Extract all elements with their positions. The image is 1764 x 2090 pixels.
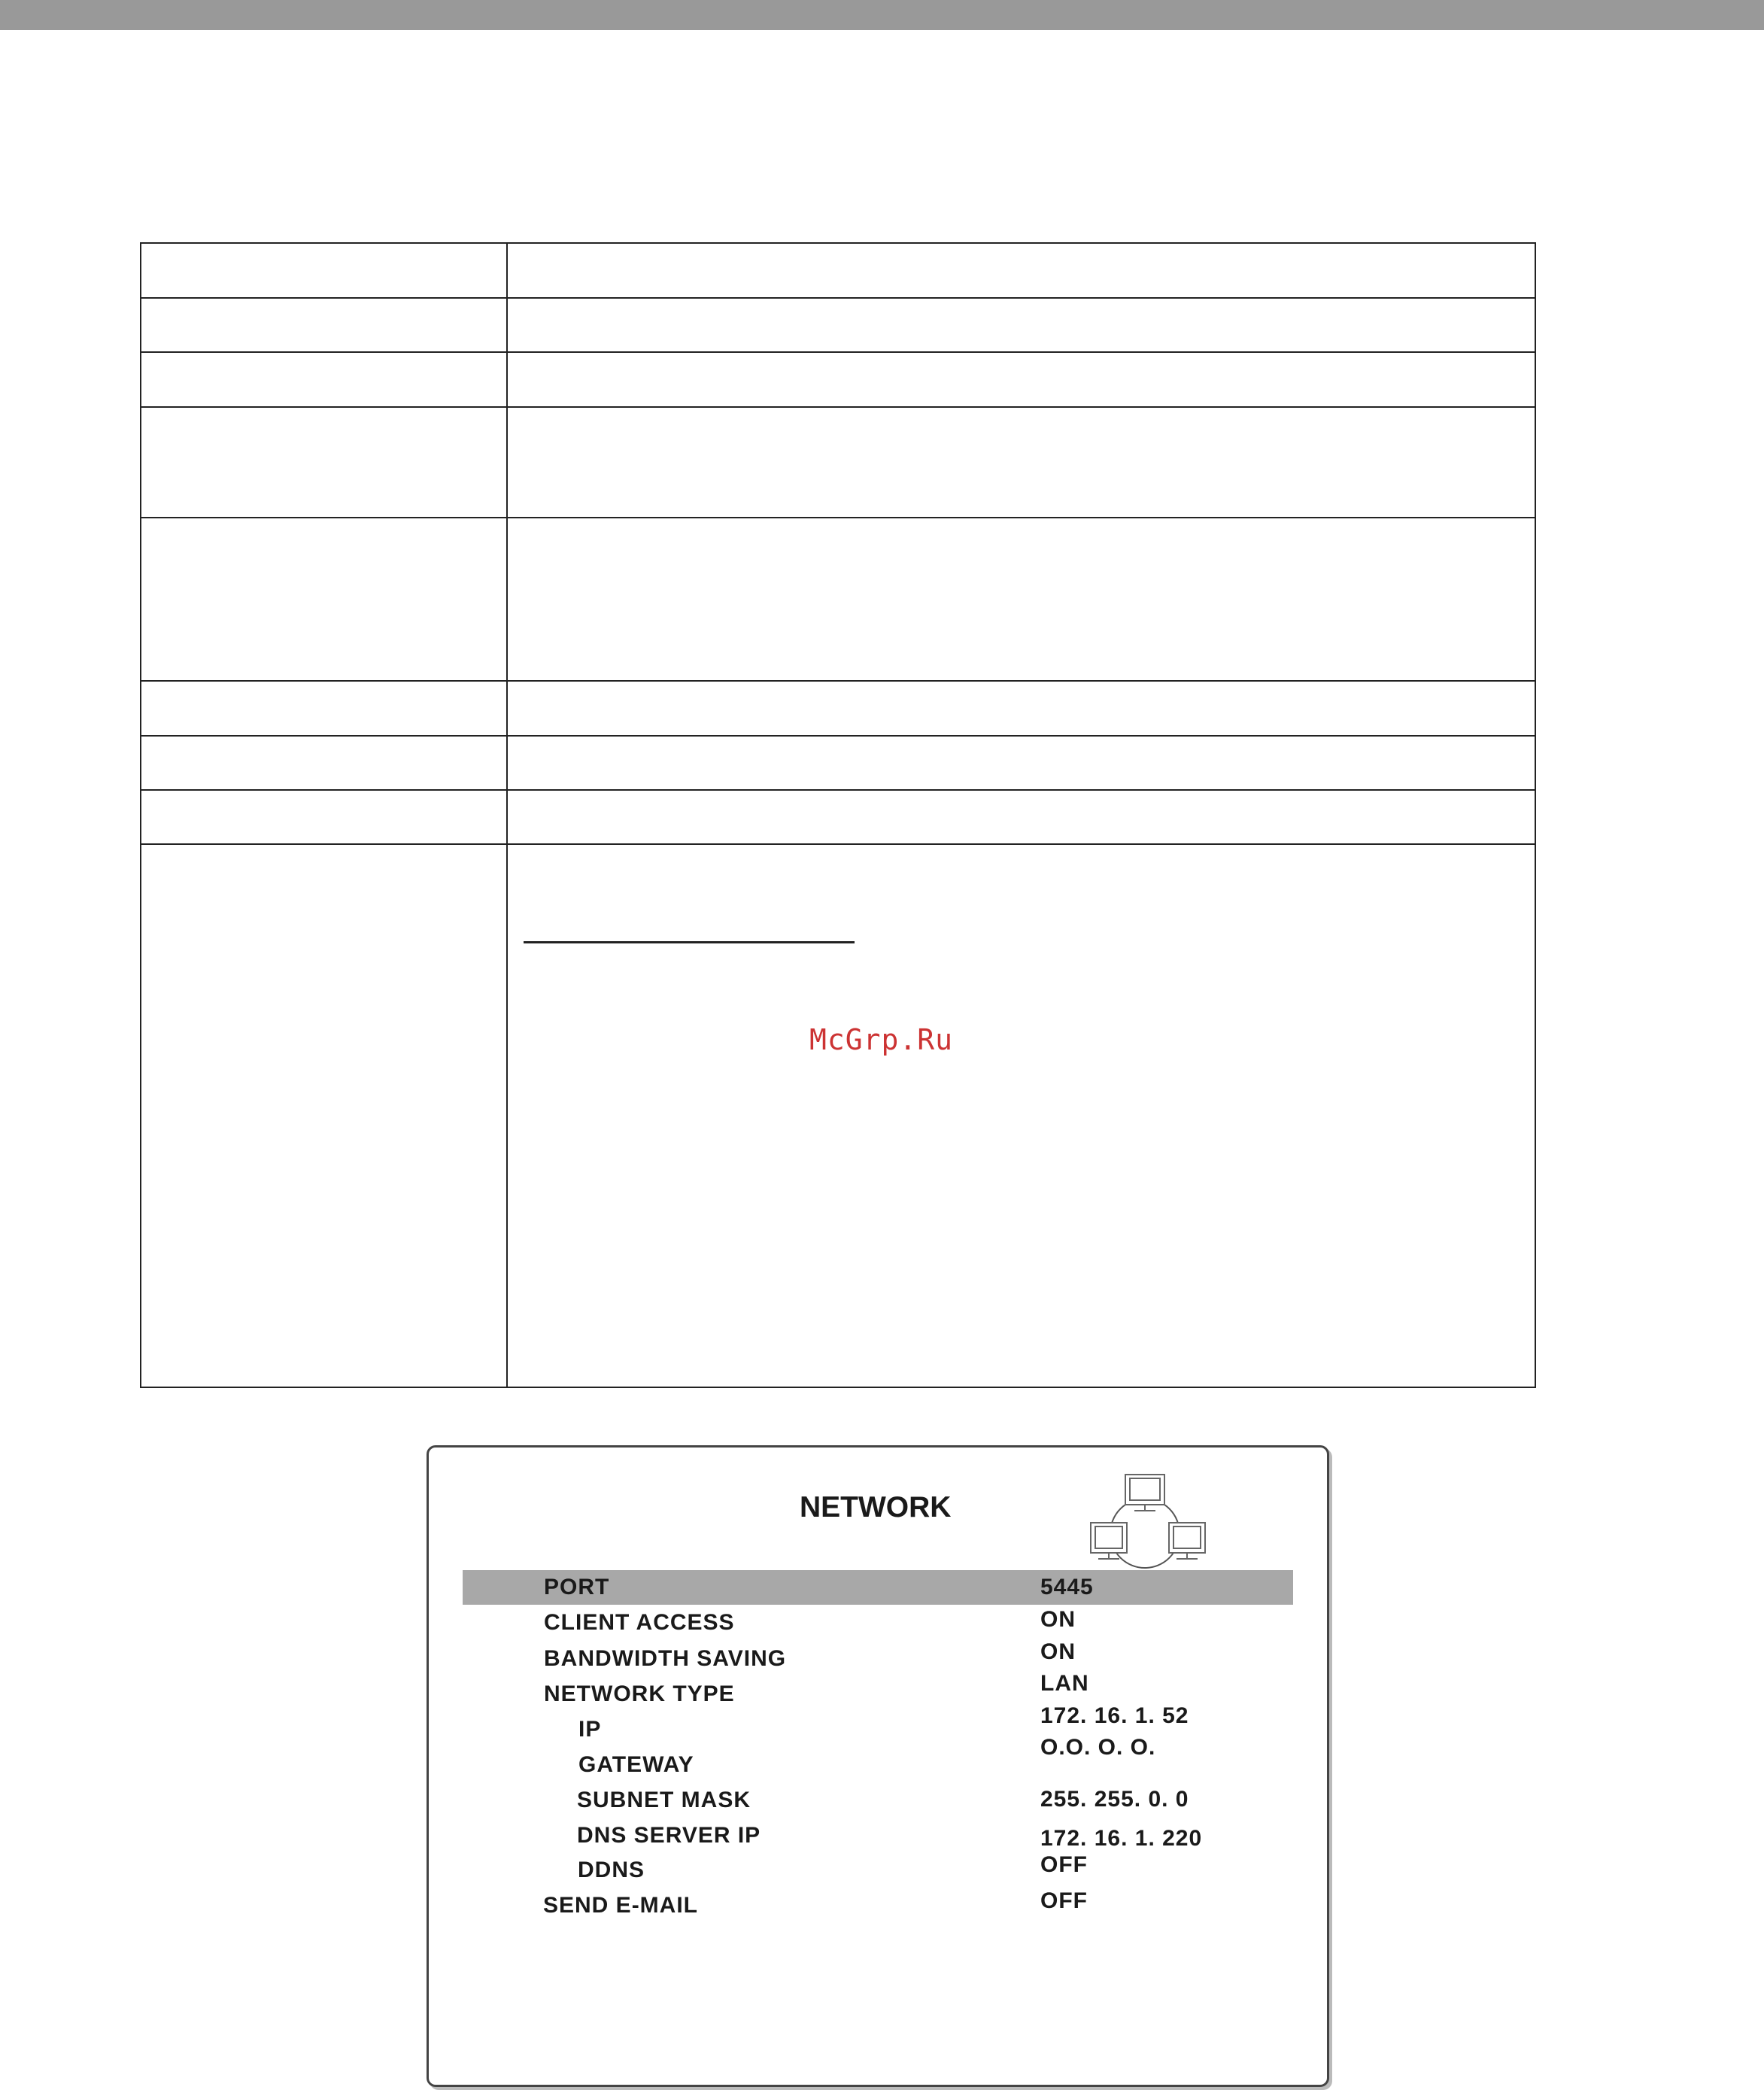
table-column-divider <box>506 244 508 1387</box>
table-row-divider <box>141 351 1535 353</box>
menu-label-client-access[interactable]: CLIENT ACCESS <box>544 1610 735 1635</box>
menu-label-subnet-mask[interactable]: SUBNET MASK <box>577 1788 751 1812</box>
menu-value-bandwidth-saving[interactable]: ON <box>1040 1639 1076 1664</box>
menu-label-network-type[interactable]: NETWORK TYPE <box>544 1681 735 1706</box>
menu-label-ddns[interactable]: DDNS <box>578 1858 645 1882</box>
menu-value-port[interactable]: 5445 <box>1040 1575 1094 1599</box>
osd-title: NETWORK <box>800 1491 952 1523</box>
watermark: McGrp.Ru <box>809 1023 954 1056</box>
menu-label-dns-server-ip[interactable]: DNS SERVER IP <box>577 1823 761 1848</box>
table-row-divider <box>141 843 1535 845</box>
menu-label-ip[interactable]: IP <box>578 1717 602 1742</box>
table-row-divider <box>141 680 1535 682</box>
table-row-divider <box>141 297 1535 299</box>
top-header-bar <box>0 0 1764 30</box>
table-row-divider <box>141 735 1535 737</box>
network-osd-screen <box>427 1445 1329 2087</box>
menu-value-send-email[interactable]: OFF <box>1040 1888 1088 1913</box>
menu-value-client-access[interactable]: ON <box>1040 1607 1076 1632</box>
menu-label-bandwidth-saving[interactable]: BANDWIDTH SAVING <box>544 1646 787 1671</box>
menu-value-ip[interactable]: 172. 16. 1. 52 <box>1040 1703 1189 1728</box>
table-row-divider <box>141 517 1535 518</box>
menu-value-dns-server-ip[interactable]: 172. 16. 1. 220 <box>1040 1826 1203 1851</box>
menu-value-network-type[interactable]: LAN <box>1040 1671 1089 1696</box>
menu-label-gateway[interactable]: GATEWAY <box>578 1752 694 1777</box>
menu-value-ddns[interactable]: OFF <box>1040 1852 1088 1877</box>
menu-value-gateway[interactable]: O.O. O. O. <box>1040 1735 1156 1760</box>
table-row-divider <box>141 406 1535 408</box>
settings-table <box>140 242 1536 1388</box>
menu-value-subnet-mask[interactable]: 255. 255. 0. 0 <box>1040 1787 1189 1812</box>
table-row-divider <box>141 789 1535 791</box>
underline-mark <box>524 941 855 943</box>
menu-label-send-email[interactable]: SEND E-MAIL <box>543 1893 698 1918</box>
menu-label-port[interactable]: PORT <box>544 1575 610 1599</box>
network-computers-icon <box>1076 1464 1226 1569</box>
